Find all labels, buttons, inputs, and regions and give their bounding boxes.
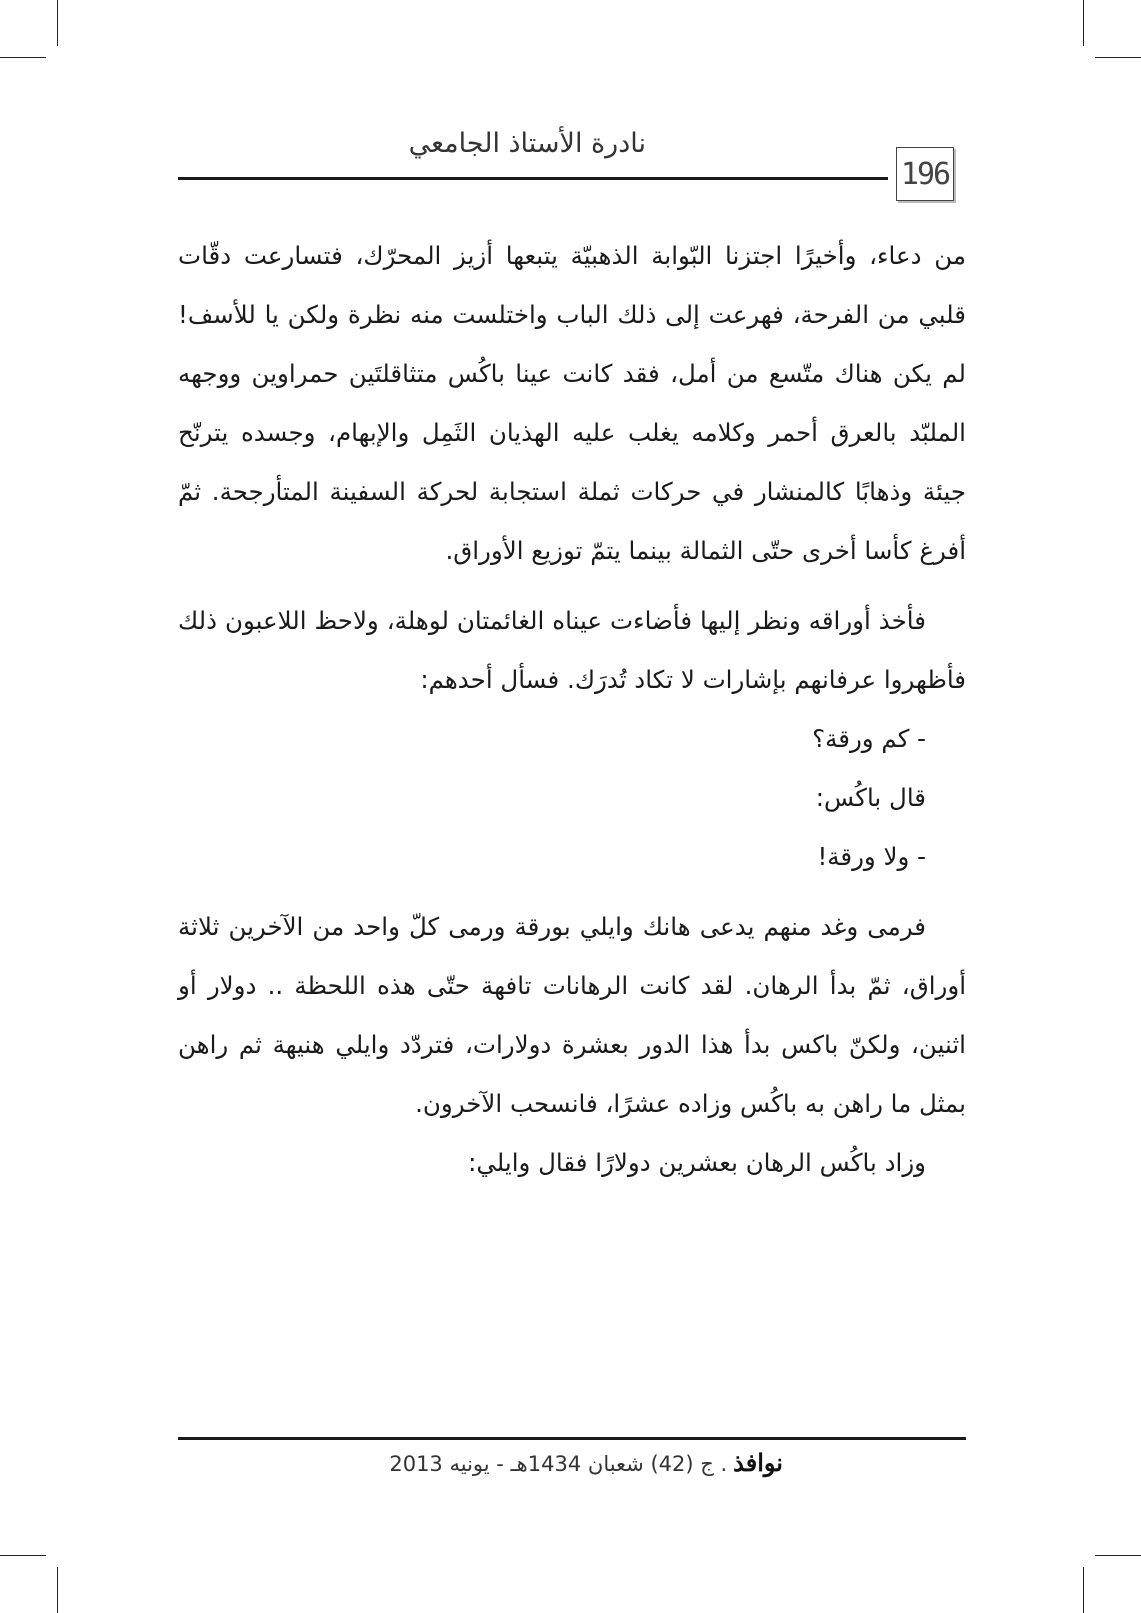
crop-mark bbox=[1095, 57, 1141, 58]
footer-rule bbox=[178, 1437, 966, 1440]
crop-mark bbox=[1083, 1567, 1084, 1613]
journal-logo: نوافذ bbox=[733, 1448, 783, 1477]
crop-mark bbox=[1095, 1555, 1141, 1556]
running-title: نادرة الأستاذ الجامعي bbox=[408, 128, 646, 159]
dialog-line: قال باكُس: bbox=[815, 783, 926, 812]
header-rule bbox=[178, 177, 888, 180]
crop-mark bbox=[57, 1567, 58, 1613]
footer bbox=[389, 1448, 783, 1477]
crop-mark bbox=[57, 0, 58, 46]
paragraph: فرمى وغد منهم يدعى هانك وايلي بورقة ورمى كلّ واحد من الآخرين ثلاثة أوراق، ثمّ بدأ الرهان. لقد كانت الرهانات تافهة حتّى هذه اللحظة .. دولار أو اثنين، ولكنّ باكس بدأ هذا الدور بعشرة دولارات، فتردّد وايلي هنيهة ثم راهن بمثل ما راهن به باكُس وزاده عشرًا، فانسحب الآخرون. bbox=[178, 912, 966, 1118]
page-number: 196 bbox=[896, 147, 954, 201]
crop-mark bbox=[0, 1555, 46, 1556]
dialog-line: - كم ورقة؟ bbox=[812, 724, 926, 753]
body-text bbox=[178, 226, 966, 1192]
issue-info: . ج (42) شعبان 1434هـ - يونيه 2013 bbox=[389, 1452, 728, 1476]
paragraph: وزاد باكُس الرهان بعشرين دولارًا فقال وايلي: bbox=[468, 1148, 926, 1177]
crop-mark bbox=[0, 57, 46, 58]
paragraph: من دعاء، وأخيرًا اجتزنا البّوابة الذهبيّة يتبعها أزيز المحرّك، فتسارعت دقّات قلبي من الفرحة، فهرعت إلى ذلك الباب واختلست منه نظرة ولكن يا للأسف! لم يكن هناك متّسع من أمل، فقد كانت عينا باكُس متثاقلتَين حمراوين ووجهه الملبّد بالعرق أحمر وكلامه يغلب عليه الهذيان الثَمِل والإبهام، وجسده يترنّح جيئة وذهابًا كالمنشار في حركات ثملة استجابة لحركة السفينة المتأرجحة. ثمّ أفرغ كأسا أخرى حتّى الثمالة بينما يتمّ توزيع الأوراق. bbox=[178, 241, 966, 565]
dialog-line: - ولا ورقة! bbox=[817, 842, 926, 871]
paragraph: فأخذ أوراقه ونظر إليها فأضاءت عيناه الغائمتان لوهلة، ولاحظ اللاعبون ذلك فأظهروا عرفانهم بإشارات لا تكاد تُدرَك. فسأل أحدهم: bbox=[178, 606, 966, 694]
crop-mark bbox=[1083, 0, 1084, 46]
